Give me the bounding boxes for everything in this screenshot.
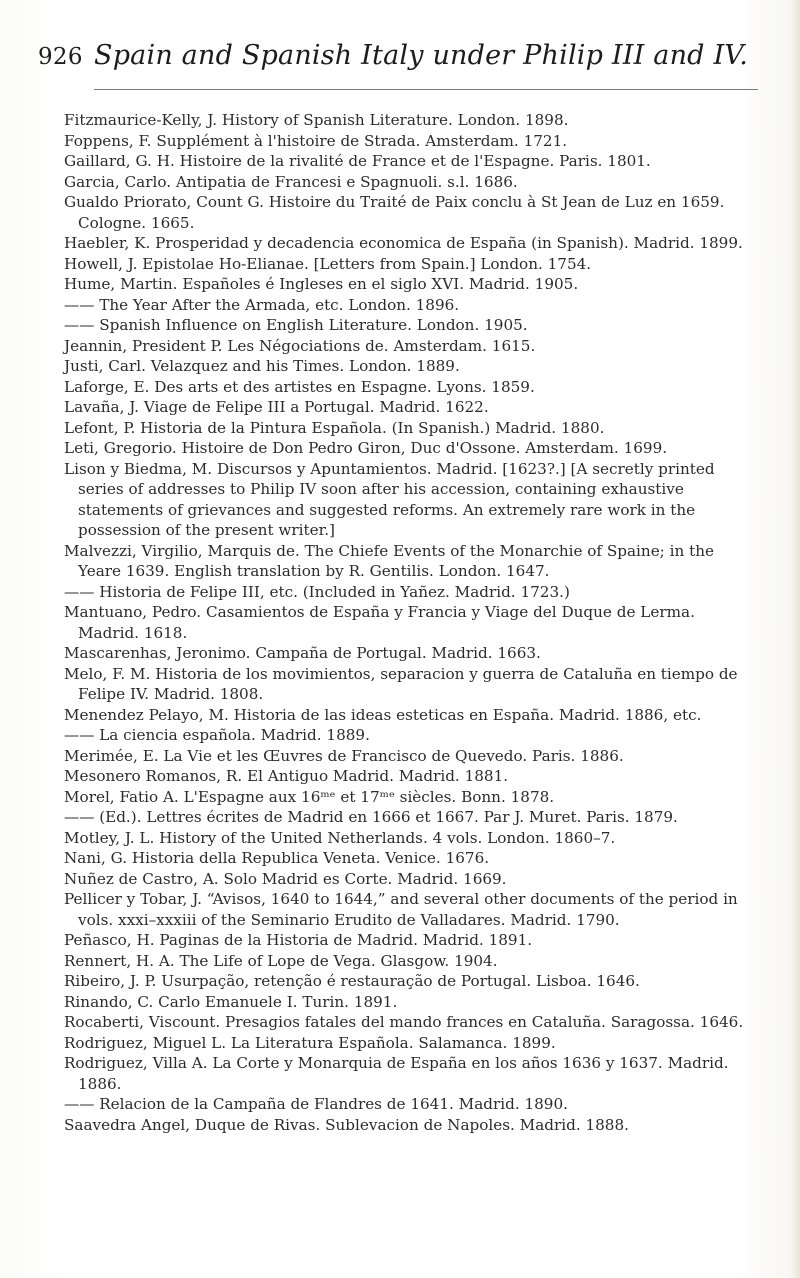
bibliography-entry: Fitzmaurice-Kelly, J. History of Spanish Literature. London. 1898. <box>64 111 569 129</box>
bibliography-entry: Morel, Fatio A. L'Espagne aux 16ᵐᵉ et 17ᵐᵉ siècles. Bonn. 1878. <box>64 787 555 806</box>
page-number: 926 <box>38 44 83 70</box>
bibliography-entry: Howell, J. Epistolae Ho-Elianae. [Letters from Spain.] London. 1754. <box>64 254 592 273</box>
bibliography-entry: Nani, G. Historia della Republica Veneta. Venice. 1676. <box>64 849 490 867</box>
bibliography-entry: Foppens, F. Supplément à l'histoire de Strada. Amsterdam. 1721. <box>64 131 568 150</box>
bibliography-entry: Lavaña, J. Viage de Felipe III a Portugal. Madrid. 1622. <box>64 398 489 416</box>
bibliography-entry: Peñasco, H. Paginas de la Historia de Madrid. Madrid. 1891. <box>64 931 533 949</box>
bibliography-entry: Ribeiro, J. P. Usurpação, retenção é restauração de Portugal. Lisboa. 1646. <box>64 972 640 990</box>
bibliography-entry: Haebler, K. Prosperidad y decadencia economica de España (in Spanish). Madrid. 1899. <box>64 234 743 252</box>
bibliography-entry: Rodriguez, Villa A. La Corte y Monarquia de España en los años 1636 y 1637. Madrid. 1886. <box>64 1054 729 1093</box>
bibliography-entry: Laforge, E. Des arts et des artistes en Espagne. Lyons. 1859. <box>64 377 535 396</box>
bibliography-entry: Hume, Martin. Españoles é Ingleses en el siglo XVI. Madrid. 1905. <box>64 275 579 293</box>
bibliography-entry: Rinando, C. Carlo Emanuele I. Turin. 1891. <box>64 992 398 1011</box>
bibliography-entry: Gualdo Priorato, Count G. Histoire du Traité de Paix conclu à St Jean de Luz en 1659. Cologne. 1665. <box>64 193 725 232</box>
bibliography-entry: Mantuano, Pedro. Casamientos de España y Francia y Viage del Duque de Lerma. Madrid. 1618. <box>64 603 695 642</box>
bibliography-entry: —— La ciencia española. Madrid. 1889. <box>64 726 370 744</box>
bibliography-entry: —— Spanish Influence on English Literature. London. 1905. <box>64 316 528 334</box>
bibliography-entry: Motley, J. L. History of the United Netherlands. 4 vols. London. 1860–7. <box>64 828 616 847</box>
bibliography-entry: Melo, F. M. Historia de los movimientos, separacion y guerra de Cataluña en tiempo de Felipe IV. Madrid. 1808. <box>64 664 738 703</box>
bibliography-entry: Mesonero Romanos, R. El Antiguo Madrid. Madrid. 1881. <box>64 767 509 785</box>
bibliography-entry: Merimée, E. La Vie et les Œuvres de Francisco de Quevedo. Paris. 1886. <box>64 746 624 765</box>
page-scan-edge <box>790 0 800 1278</box>
bibliography-entry: Leti, Gregorio. Histoire de Don Pedro Giron, Duc d'Ossone. Amsterdam. 1699. <box>64 439 668 457</box>
bibliography-entry: Nuñez de Castro, A. Solo Madrid es Corte. Madrid. 1669. <box>64 869 507 888</box>
bibliography-entry: Rocaberti, Viscount. Presagios fatales del mando frances en Cataluña. Saragossa. 1646. <box>64 1013 744 1031</box>
bibliography-entry: Gaillard, G. H. Histoire de la rivalité de France et de l'Espagne. Paris. 1801. <box>64 152 651 170</box>
bibliography-entry: Garcia, Carlo. Antipatia de Francesi e Spagnuoli. s.l. 1686. <box>64 172 518 191</box>
bibliography-entry: Mascarenhas, Jeronimo. Campaña de Portugal. Madrid. 1663. <box>64 644 541 662</box>
bibliography-entry: Menendez Pelayo, M. Historia de las ideas esteticas en España. Madrid. 1886, etc. <box>64 705 702 724</box>
bibliography-entry: Lefont, P. Historia de la Pintura Española. (In Spanish.) Madrid. 1880. <box>64 418 605 437</box>
bibliography-list <box>64 110 754 1135</box>
bibliography-entry: Rennert, H. A. The Life of Lope de Vega. Glasgow. 1904. <box>64 951 498 970</box>
bibliography-entry: Saavedra Angel, Duque de Rivas. Sublevacion de Napoles. Madrid. 1888. <box>64 1115 629 1134</box>
bibliography-entry: Pellicer y Tobar, J. “Avisos, 1640 to 1644,” and several other documents of the period in vols. xxxi–xxxiii of the Seminario Erudito de Valladares. Madrid. 1790. <box>64 890 738 929</box>
running-title: Spain and Spanish Italy under Philip III and IV. <box>94 40 749 71</box>
bibliography-entry: Justi, Carl. Velazquez and his Times. London. 1889. <box>64 357 460 375</box>
bibliography-entry: —— Historia de Felipe III, etc. (Included in Yañez. Madrid. 1723.) <box>64 582 570 601</box>
bibliography-entry: —— Relacion de la Campaña de Flandres de 1641. Madrid. 1890. <box>64 1095 568 1113</box>
bibliography-entry: Malvezzi, Virgilio, Marquis de. The Chiefe Events of the Monarchie of Spaine; in the Yeare 1639. English translation by R. Gentilis. London. 1647. <box>64 541 714 580</box>
bibliography-entry: —— (Ed.). Lettres écrites de Madrid en 1666 et 1667. Par J. Muret. Paris. 1879. <box>64 808 678 826</box>
bibliography-entry: —— The Year After the Armada, etc. London. 1896. <box>64 295 460 314</box>
bibliography-entry: Rodriguez, Miguel L. La Literatura Española. Salamanca. 1899. <box>64 1033 556 1052</box>
page-header <box>38 34 762 96</box>
bibliography-entry: Lison y Biedma, M. Discursos y Apuntamientos. Madrid. [1623?.] [A secretly printed series of addresses to Philip IV soon after his accession, containing exhaustive statements of grievances and suggested reforms. An extremely rare work in the possession of the present writer.] <box>64 459 715 539</box>
bibliography-entry: Jeannin, President P. Les Négociations de. Amsterdam. 1615. <box>64 336 536 355</box>
header-rule <box>94 89 758 90</box>
